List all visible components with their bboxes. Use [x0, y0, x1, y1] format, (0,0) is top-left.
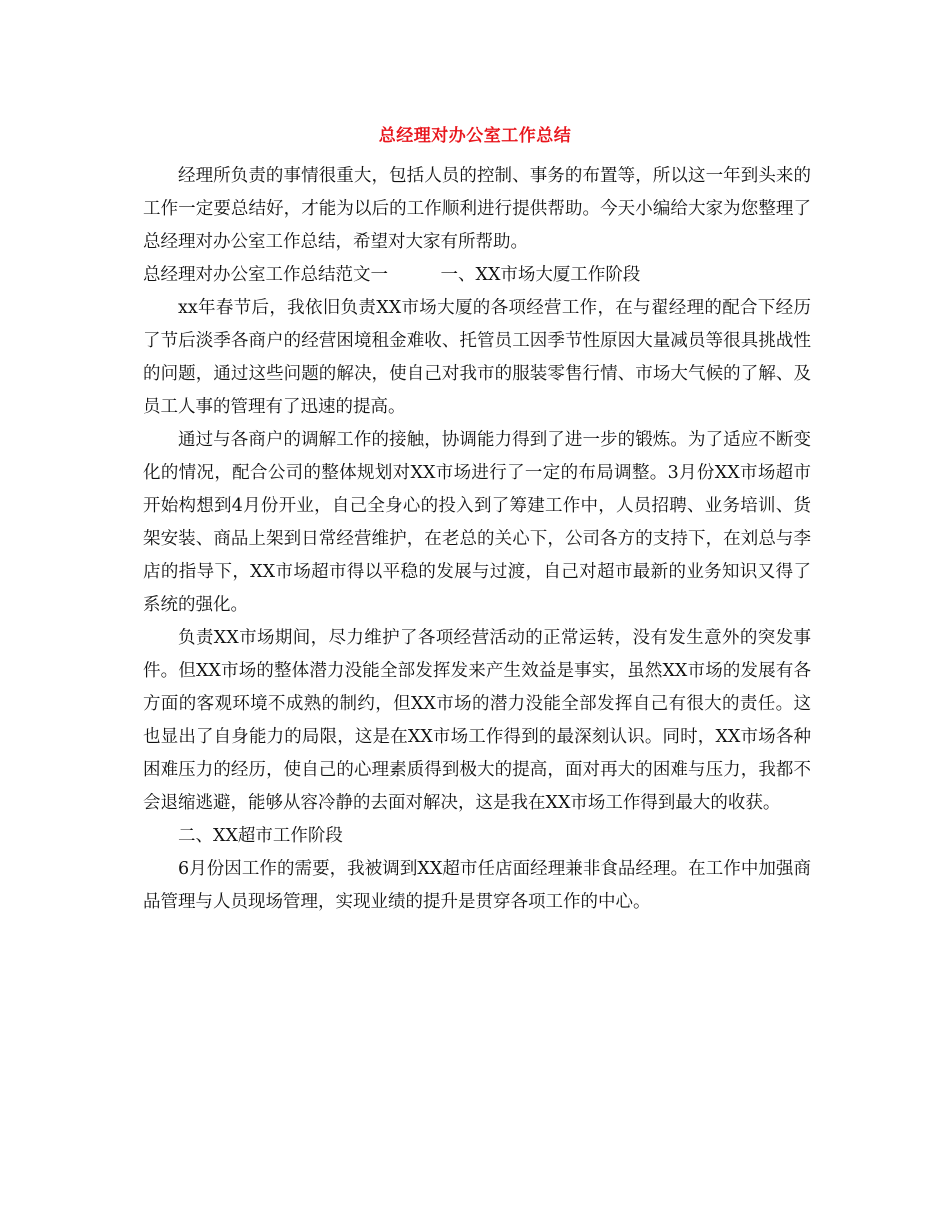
paragraph-coordination: 通过与各商户的调解工作的接触，协调能力得到了进一步的锻炼。为了适应不断变化的情况，配合公司的整体规划对XX市场进行了一定的布局调整。3月份XX市场超市开始构想到4月份开业，自己全身心的投入到了筹建工作中，人员招聘、业务培训、货架安装、商品上架到日常经营维护，在老总的关心下，公司各方的支持下，在刘总与李店的指导下，XX市场超市得以平稳的发展与过渡，自己对超市最新的业务知识又得了系统的强化。 [143, 430, 811, 615]
document-body [143, 160, 811, 919]
paragraph-supermarket: 6月份因工作的需要，我被调到XX超市任店面经理兼非食品经理。在工作中加强商品管理与人员现场管理，实现业绩的提升是贯穿各项工作的中心。 [143, 859, 811, 912]
paragraph-sample-heading: 总经理对办公室工作总结范文一 一、XX市场大厦工作阶段 [143, 265, 641, 285]
section-heading-supermarket: 二、XX超市工作阶段 [178, 826, 343, 846]
paragraph-market-reflection: 负责XX市场期间，尽力维护了各项经营活动的正常运转，没有发生意外的突发事件。但XX市场的整体潜力没能全部发挥发来产生效益是事实，虽然XX市场的发展有各方面的客观环境不成熟的制约，但XX市场的潜力没能全部发挥自己有很大的责任。这也显出了自身能力的局限，这是在XX市场工作得到的最深刻认识。同时，XX市场各种困难压力的经历，使自己的心理素质得到极大的提高，面对再大的困难与压力，我都不会退缩逃避，能够从容冷静的去面对解决，这是我在XX市场工作得到最大的收获。 [143, 628, 811, 813]
paragraph-intro: 经理所负责的事情很重大，包括人员的控制、事务的布置等，所以这一年到头来的工作一定要总结好，才能为以后的工作顺利进行提供帮助。今天小编给大家为您整理了总经理对办公室工作总结，希望对大家有所帮助。 [143, 166, 811, 252]
paragraph-market-building: xx年春节后，我依旧负责XX市场大厦的各项经营工作，在与翟经理的配合下经历了节后淡季各商户的经营困境租金难收、托管员工因季节性原因大量减员等很具挑战性的问题，通过这些问题的解决，使自己对我市的服装零售行情、市场大气候的了解、及员工人事的管理有了迅速的提高。 [143, 298, 811, 417]
document-title: 总经理对办公室工作总结 [378, 126, 572, 146]
